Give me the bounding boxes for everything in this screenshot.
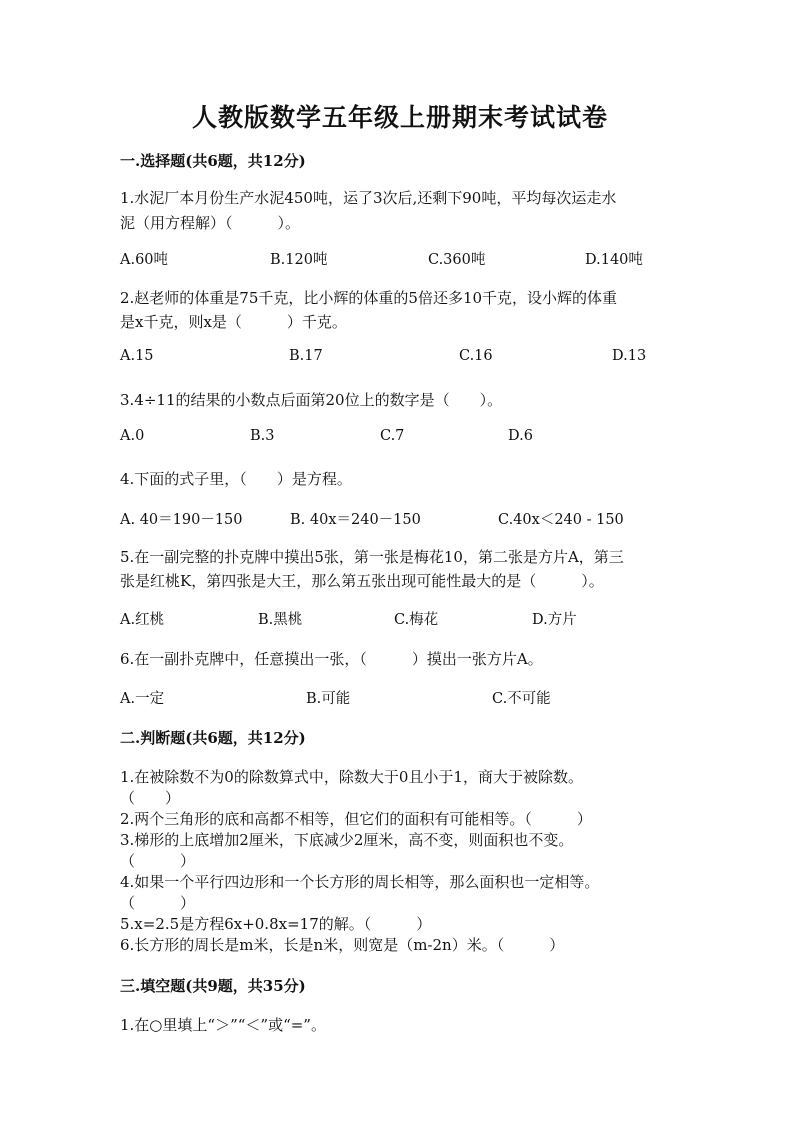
question-1-line-2: 泥（用方程解）（ ）。	[120, 214, 301, 232]
question-5-option-b: B.黑桃	[258, 612, 303, 628]
question-5-line-1: 5.在一副完整的扑克牌中摸出5张，第一张是梅花10，第二张是方片A，第三	[120, 548, 624, 566]
question-3-line-1: 3.4÷11的结果的小数点后面第20位上的数字是（ ）。	[120, 391, 503, 409]
question-3-option-a: A.0	[120, 428, 145, 444]
question-2-option-a: A.15	[120, 348, 154, 364]
judge-line: 1.在被除数不为0的除数算式中，除数大于0且小于1，商大于被除数。	[120, 768, 583, 786]
judge-line: 5.x=2.5是方程6x+0.8x=17的解。（ ）	[120, 915, 432, 933]
question-1-option-a: A.60吨	[120, 252, 169, 268]
question-1-option-d: D.140吨	[585, 252, 643, 268]
question-1-line-1: 1.水泥厂本月份生产水泥450吨，运了3次后,还剩下90吨，平均每次运走水	[120, 189, 617, 207]
question-6-line-1: 6.在一副扑克牌中，任意摸出一张，（ ）摸出一张方片A。	[120, 650, 543, 668]
question-2-option-b: B.17	[289, 348, 323, 364]
question-2-option-d: D.13	[612, 348, 647, 364]
question-5-option-d: D.方片	[532, 612, 577, 628]
question-5-line-2: 张是红桃K，第四张是大王，那么第五张出现可能性最大的是（ ）。	[120, 572, 604, 590]
question-5-option-c: C.梅花	[394, 612, 439, 628]
section-heading-choice: 一.选择题(共6题，共12分)	[120, 152, 306, 170]
judge-line: （ ）	[120, 789, 181, 807]
question-4-option-a: A. 40＝190－150	[120, 512, 243, 528]
judge-line: 3.梯形的上底增加2厘米，下底减少2厘米，高不变，则面积也不变。	[120, 831, 574, 849]
question-3-option-c: C.7	[380, 428, 405, 444]
section-heading-fill: 三.填空题(共9题，共35分)	[120, 977, 306, 995]
question-4-option-b: B. 40x＝240－150	[290, 512, 421, 528]
question-4-option-c: C.40x＜240 - 150	[498, 512, 624, 528]
question-6-option-b: B.可能	[306, 691, 351, 707]
question-2-line-1: 2.赵老师的体重是75千克，比小辉的体重的5倍还多10千克，设小辉的体重	[120, 289, 618, 307]
judge-line: （ ）	[120, 894, 196, 912]
question-1-option-b: B.120吨	[270, 252, 328, 268]
question-3-option-b: B.3	[250, 428, 275, 444]
question-6-option-a: A.一定	[120, 691, 165, 707]
fill-question-1: 1.在○里填上“＞”“＜”或“=”。	[120, 1016, 326, 1034]
question-3-option-d: D.6	[508, 428, 533, 444]
section-heading-judge: 二.判断题(共6题，共12分)	[120, 729, 306, 747]
question-4-line-1: 4.下面的式子里，（ ）是方程。	[120, 470, 352, 488]
question-2-line-2: 是x千克，则x是（ ）千克。	[120, 313, 347, 331]
judge-line: 4.如果一个平行四边形和一个长方形的周长相等，那么面积也一定相等。	[120, 873, 600, 891]
question-2-option-c: C.16	[459, 348, 493, 364]
judge-line: （ ）	[120, 852, 196, 870]
question-5-option-a: A.红桃	[120, 612, 165, 628]
question-1-option-c: C.360吨	[428, 252, 486, 268]
question-6-option-c: C.不可能	[492, 691, 551, 707]
judge-line: 2.两个三角形的底和高都不相等，但它们的面积有可能相等。（ ）	[120, 810, 592, 828]
judge-line: 6.长方形的周长是m米，长是n米，则宽是（m-2n）米。（ ）	[120, 936, 565, 954]
page-title: 人教版数学五年级上册期末考试试卷	[191, 103, 608, 132]
